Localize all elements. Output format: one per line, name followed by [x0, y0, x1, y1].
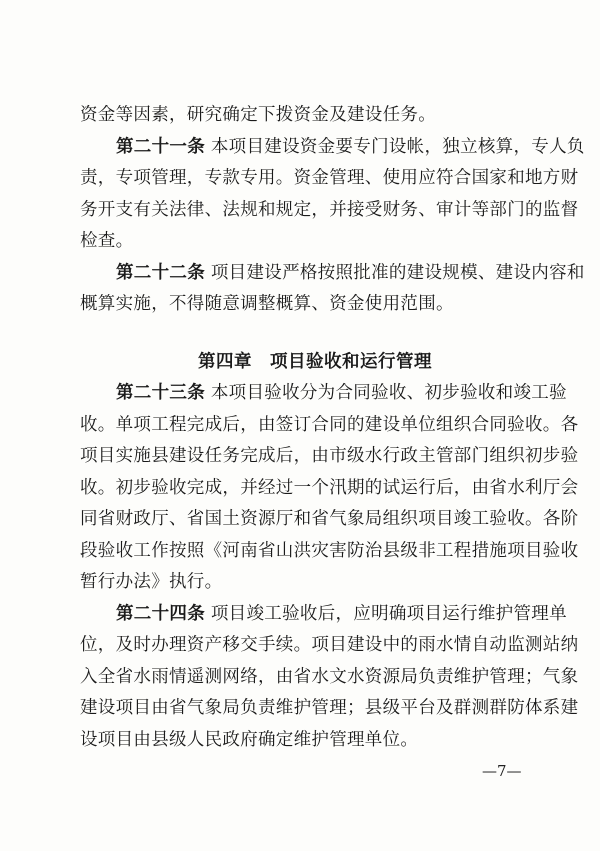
text-line: 资金等因素，研究确定下拨资金及建设任务。	[80, 105, 436, 125]
text-line: 检查。	[80, 231, 134, 251]
chapter-heading	[80, 347, 550, 379]
article-23-line	[80, 378, 567, 410]
section-spacer	[80, 321, 550, 347]
article-24-label: 第二十四条	[116, 603, 205, 624]
document-body	[80, 100, 585, 756]
text-line: 收。单项工程完成后，由签订合同的建设单位组织合同验收。各	[80, 414, 579, 435]
text-line: 务开支有关法律、法规和规定，并接受财务、审计等部门的监督	[80, 199, 579, 220]
article-21-label: 第二十一条	[116, 136, 205, 157]
text-line: 概算实施，不得随意调整概算、资金使用范围。	[80, 294, 454, 314]
article-21-text: 本项目建设资金要专门设帐，独立核算，专人负	[210, 136, 585, 157]
text-line: 入全省水雨情遥测网络，由省水文水资源局负责维护管理；气象	[80, 666, 579, 687]
text-line: 位，及时办理资产移交手续。项目建设中的雨水情自动监测站纳	[80, 635, 579, 655]
text-line: 收。初步验收完成，并经过一个汛期的试运行后，由省水利厅会	[80, 477, 579, 498]
article-24-text: 项目竣工验收后，应明确项目运行维护管理单	[210, 603, 567, 624]
text-line: 暂行办法》执行。	[80, 572, 223, 592]
article-24-line	[80, 599, 567, 631]
page-number: —7—	[482, 762, 522, 780]
text-line: 设项目由县级人民政府确定维护管理单位。	[80, 729, 419, 750]
article-23-label: 第二十三条	[116, 383, 205, 403]
text-line: 项目实施县建设任务完成后，由市级水行政主管部门组织初步验	[80, 446, 579, 466]
text-line: 建设项目由省气象局负责维护管理；县级平台及群测群防体系建	[80, 698, 579, 718]
article-22-text: 项目建设严格按照批准的建设规模、建设内容和	[210, 262, 585, 283]
chapter-number: 第四章	[198, 351, 252, 372]
text-line: 责，专项管理，专款专用。资金管理、使用应符合国家和地方财	[80, 168, 579, 188]
text-line: 同省财政厅、省国土资源厅和省气象局组织项目竣工验收。各阶	[80, 509, 579, 529]
article-23-text: 本项目验收分为合同验收、初步验收和竣工验	[210, 383, 567, 403]
article-22-label: 第二十二条	[116, 262, 205, 283]
chapter-title: 项目验收和运行管理	[270, 351, 432, 372]
text-line: 段验收工作按照《河南省山洪灾害防治县级非工程措施项目验收	[80, 540, 579, 561]
article-22-line	[80, 258, 585, 290]
article-21-line	[80, 132, 585, 164]
